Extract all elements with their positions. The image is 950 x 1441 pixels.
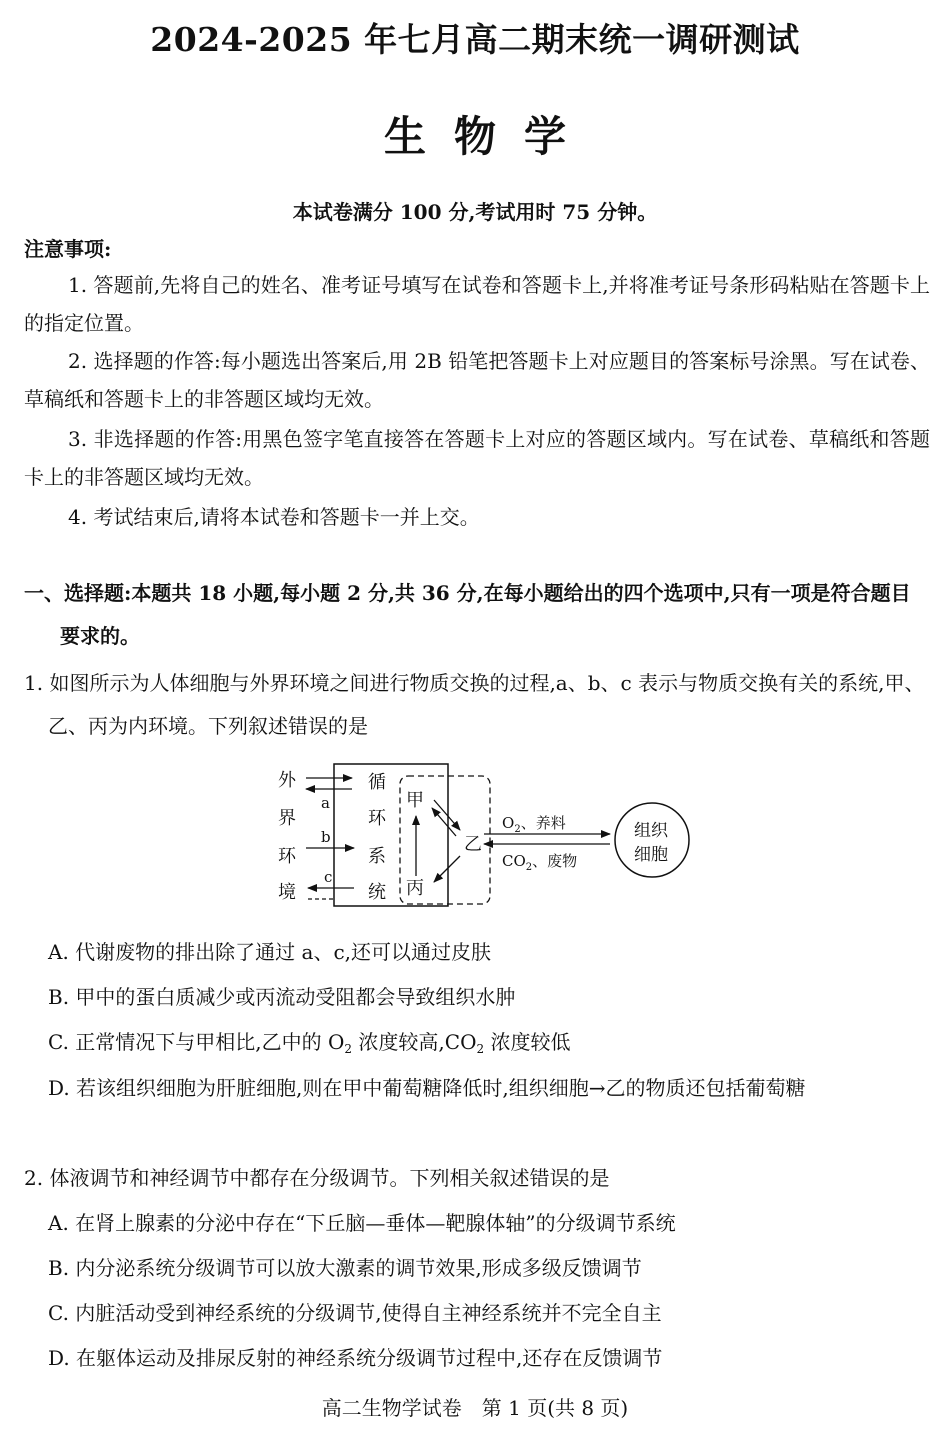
cell-label-1: 组织 — [634, 821, 668, 841]
note-item-3: 3. 非选择题的作答:用黑色签字笔直接答在答题卡上对应的答题区域内。写在试卷、草稿纸和答题卡上的非答题区域均无效。 — [24, 427, 930, 489]
page-footer: 高二生物学试卷 第 1 页(共 8 页) — [321, 1396, 629, 1420]
label-o2-nutrients: $O_2$、养料 — [502, 814, 566, 835]
note-item-2: 2. 选择题的作答:每小题选出答案后,用 2B 铅笔把答题卡上对应题目的答案标号涂黑。写在试卷、草稿纸和答题卡上的非答题区域均无效。 — [24, 349, 930, 411]
exam-title: 2024-2025 年七月高二期末统一调研测试 — [150, 20, 800, 59]
question-2-stem: 2. 体液调节和神经调节中都存在分级调节。下列相关叙述错误的是 — [24, 1166, 610, 1190]
q2-option-b: B. 内分泌系统分级调节可以放大激素的调节效果,形成多级反馈调节 — [48, 1256, 642, 1280]
q2-option-c: C. 内脏活动受到神经系统的分级调节,使得自主神经系统并不完全自主 — [48, 1301, 662, 1325]
exchange-diagram — [268, 758, 698, 910]
notes-heading: 注意事项: — [24, 237, 112, 261]
label-jia: 甲 — [406, 790, 424, 811]
label-a: a — [321, 794, 330, 812]
q1-option-d: D. 若该组织细胞为肝脏细胞,则在甲中葡萄糖降低时,组织细胞→乙的物质还包括葡萄糖 — [48, 1076, 806, 1100]
question-1-stem: 1. 如图所示为人体细胞与外界环境之间进行物质交换的过程,a、b、c 表示与物质交换有关的系统,甲、乙、丙为内环境。下列叙述错误的是 — [24, 671, 925, 738]
note-item-1: 1. 答题前,先将自己的姓名、准考证号填写在试卷和答题卡上,并将准考证号条形码粘贴在答题卡上的指定位置。 — [24, 273, 930, 335]
label-bing: 丙 — [406, 878, 424, 899]
env-char-4: 境 — [278, 882, 296, 903]
label-co2-waste: $CO_2$、废物 — [502, 852, 578, 873]
circ-char-2: 环 — [368, 808, 386, 829]
q2-option-d: D. 在躯体运动及排尿反射的神经系统分级调节过程中,还存在反馈调节 — [48, 1346, 663, 1370]
env-char-2: 界 — [278, 808, 296, 829]
q2-option-a: A. 在肾上腺素的分泌中存在“下丘脑—垂体—靶腺体轴”的分级调节系统 — [48, 1211, 676, 1235]
q1-option-a: A. 代谢废物的排出除了通过 a、c,还可以通过皮肤 — [48, 940, 491, 964]
subject-title: 生物学 — [383, 112, 594, 161]
circ-char-1: 循 — [368, 772, 386, 793]
env-char-3: 环 — [278, 846, 296, 867]
q1-option-c: C. 正常情况下与甲相比,乙中的 $O_2$ 浓度较高$,CO_2$ 浓度较低 — [48, 1030, 571, 1056]
env-char-1: 外 — [278, 770, 296, 791]
cell-label-2: 细胞 — [634, 845, 668, 865]
label-c: c — [324, 868, 333, 886]
score-note: 本试卷满分 100 分,考试用时 75 分钟。 — [292, 200, 658, 224]
circulation-box — [334, 764, 448, 906]
label-b: b — [321, 828, 331, 846]
q1-option-b: B. 甲中的蛋白质减少或丙流动受阻都会导致组织水肿 — [48, 985, 516, 1009]
arrow-yi-bing — [434, 856, 460, 882]
section-1-heading: 一、选择题:本题共 18 小题,每小题 2 分,共 36 分,在每小题给出的四个选项中,只有一项是符合题目要求的。 — [24, 581, 911, 648]
label-yi: 乙 — [464, 834, 482, 855]
circ-char-4: 统 — [368, 882, 386, 903]
circ-char-3: 系 — [368, 846, 386, 867]
note-item-4: 4. 考试结束后,请将本试卷和答题卡一并上交。 — [68, 505, 480, 529]
